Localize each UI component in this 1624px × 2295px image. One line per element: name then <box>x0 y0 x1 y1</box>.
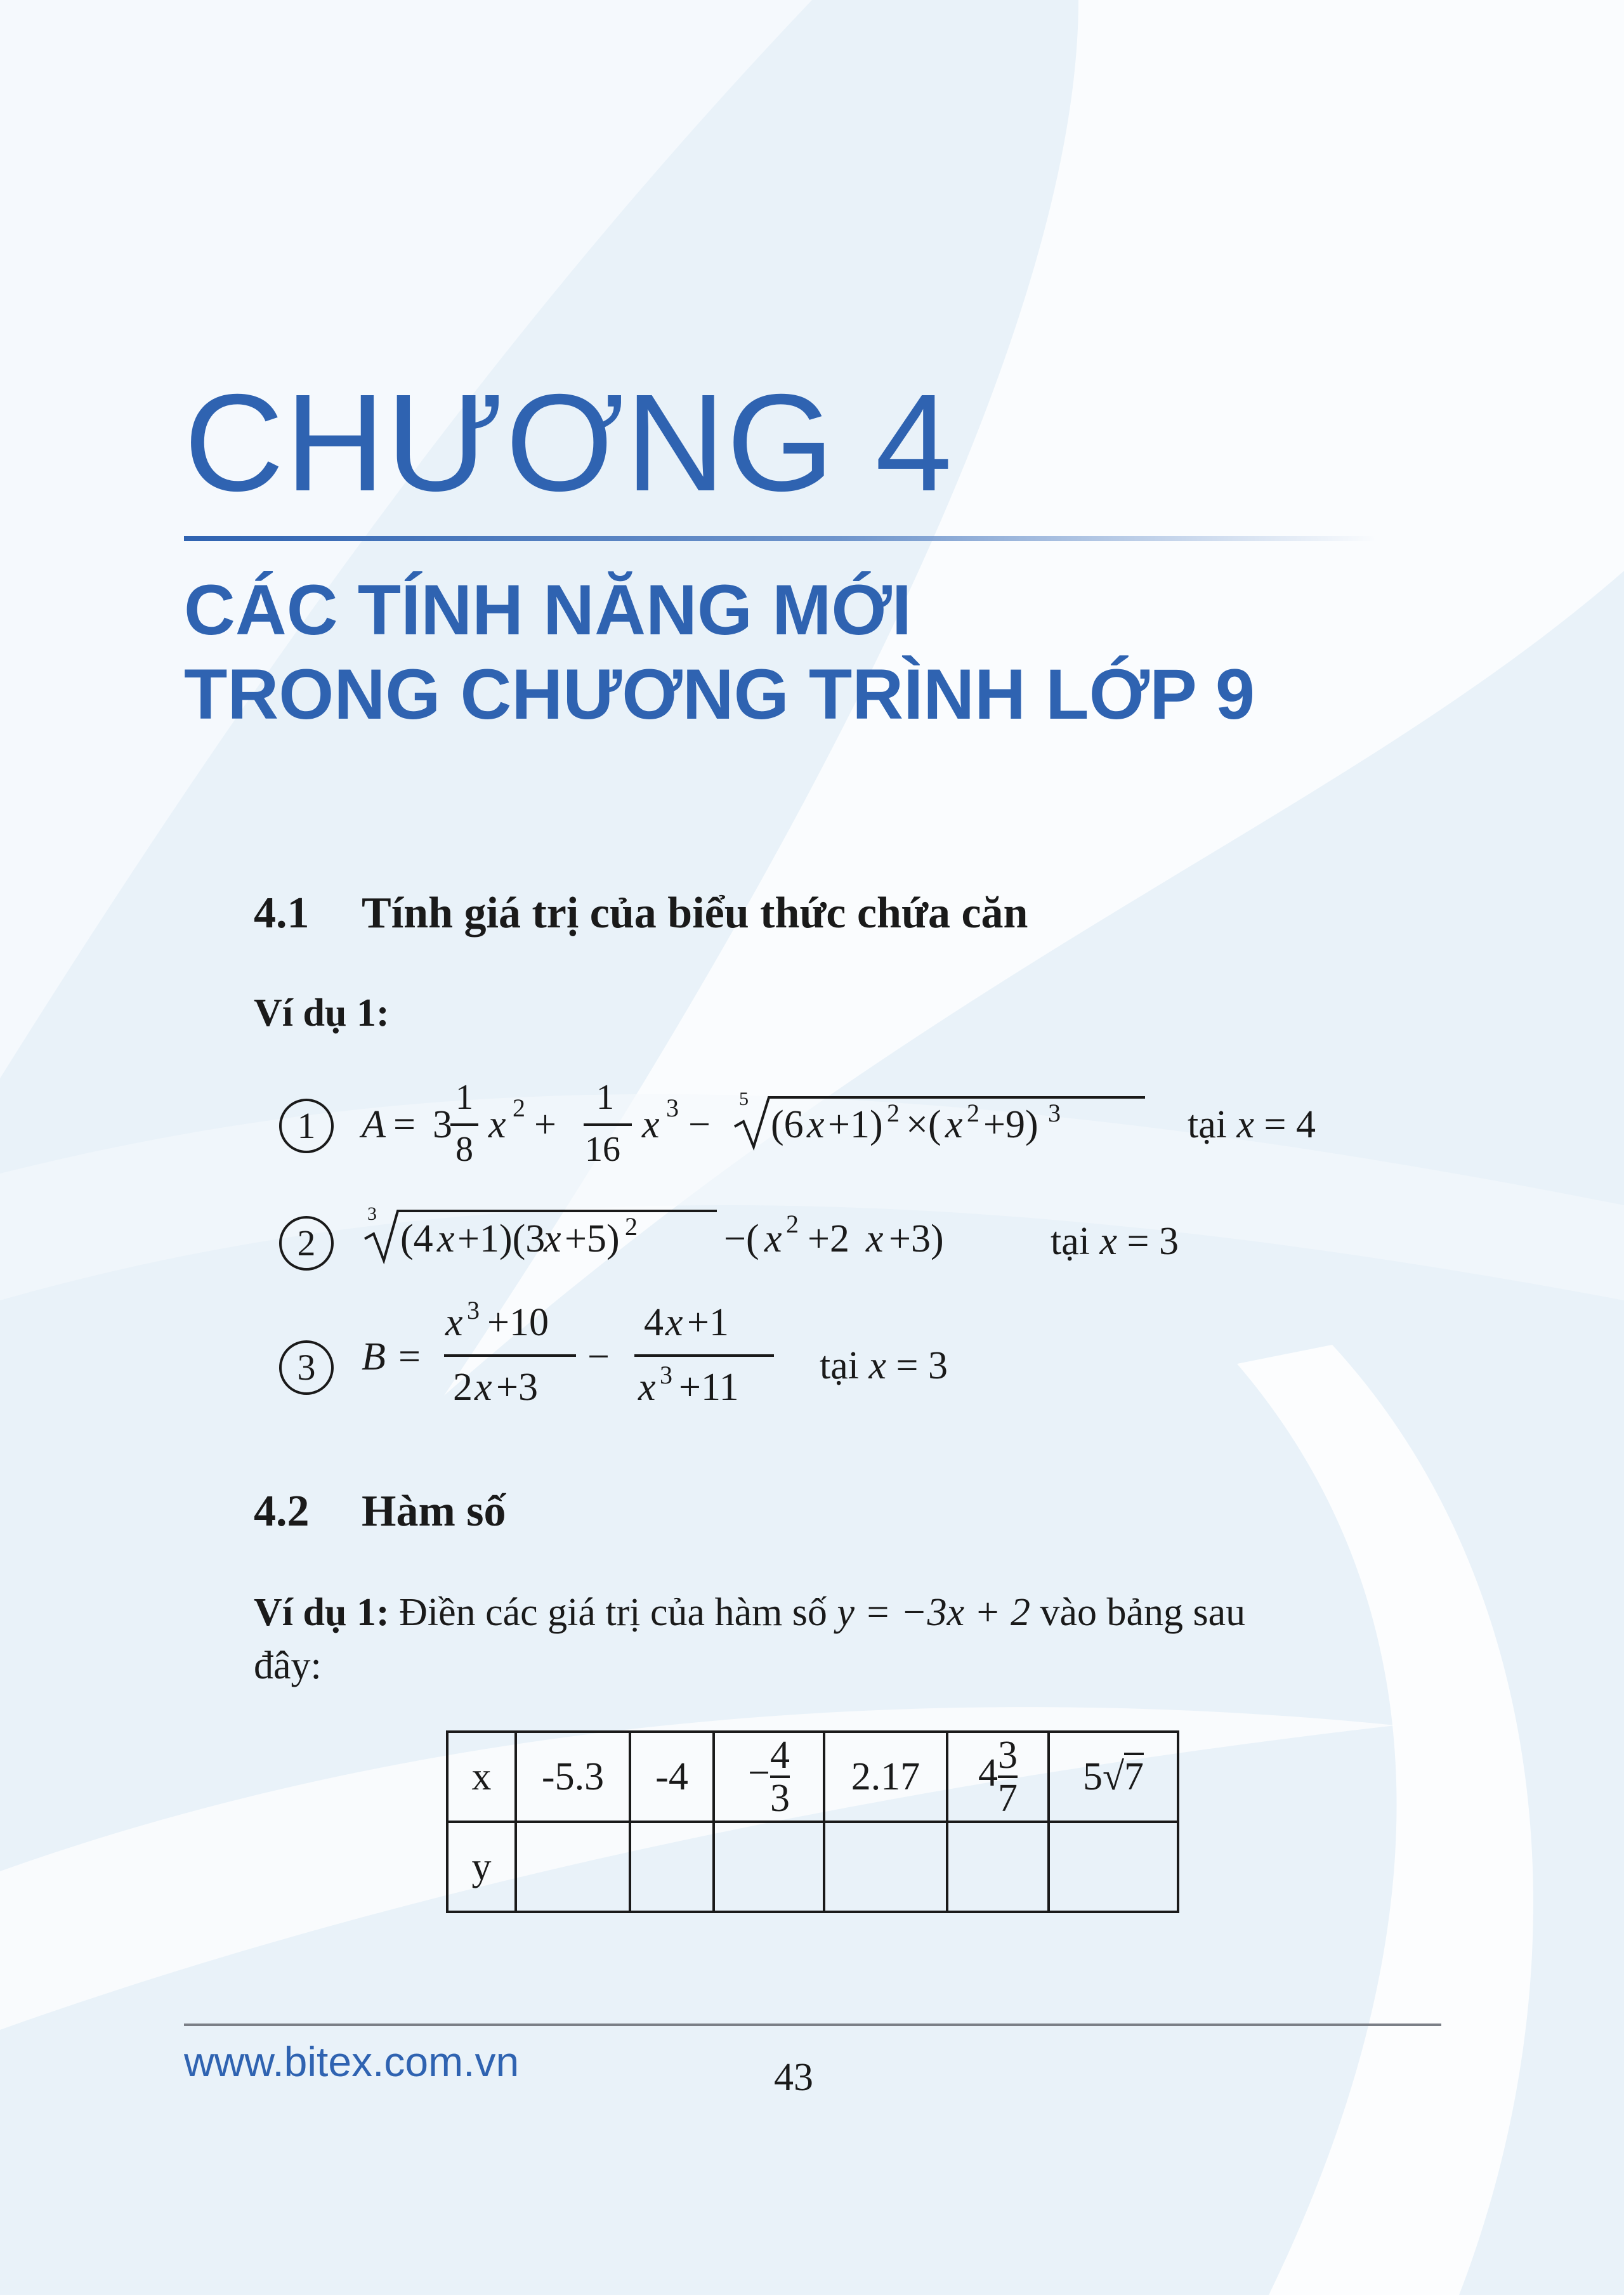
svg-text:5: 5 <box>739 1089 749 1109</box>
values-table <box>446 1730 1179 1913</box>
svg-text:(4: (4 <box>400 1217 433 1260</box>
svg-text:+: + <box>534 1103 556 1146</box>
radicand: 7 <box>1124 1753 1144 1798</box>
svg-text:x: x <box>475 1366 492 1409</box>
svg-text:3: 3 <box>367 1203 377 1224</box>
svg-text:2: 2 <box>967 1099 979 1127</box>
example-tail: vào bảng sau <box>1040 1591 1246 1634</box>
svg-text:A: A <box>362 1103 386 1146</box>
example-label: Ví dụ 1: <box>254 991 390 1035</box>
row-label-y: y <box>447 1822 516 1912</box>
section-title: Hàm số <box>362 1487 506 1536</box>
svg-text:=: = <box>393 1103 416 1146</box>
expression-3 <box>355 1297 812 1424</box>
fraction-denominator: 7 <box>998 1777 1018 1820</box>
svg-text:x: x <box>638 1366 656 1409</box>
svg-text:+3): +3) <box>889 1217 944 1260</box>
item-2-condition <box>1051 1219 1179 1264</box>
svg-text:1: 1 <box>455 1078 473 1117</box>
svg-text:x: x <box>764 1217 782 1260</box>
svg-text:−(: −( <box>724 1217 759 1260</box>
svg-text:=: = <box>398 1335 421 1378</box>
minus-sign: − <box>748 1751 770 1795</box>
svg-text:3: 3 <box>433 1103 452 1146</box>
svg-text:+1)(3: +1)(3 <box>457 1217 546 1260</box>
example-label: Ví dụ 1: <box>254 1591 390 1634</box>
radical-coefficient: 5 <box>1082 1755 1103 1798</box>
svg-text:x: x <box>642 1103 660 1146</box>
table-row-y <box>447 1822 1178 1912</box>
x-value-cell: 2.17 <box>824 1732 947 1822</box>
condition-var: x <box>1099 1220 1118 1263</box>
svg-text:x: x <box>945 1103 963 1146</box>
svg-text:+9): +9) <box>983 1103 1038 1146</box>
svg-text:3: 3 <box>660 1361 672 1389</box>
svg-text:+3: +3 <box>496 1366 538 1409</box>
row-label-x: x <box>447 1732 516 1822</box>
svg-text:3: 3 <box>666 1094 679 1122</box>
item-1-condition <box>1188 1102 1316 1148</box>
svg-text:2: 2 <box>786 1210 799 1238</box>
fraction-numerator: 4 <box>769 1734 790 1777</box>
svg-text:+1: +1 <box>687 1301 729 1344</box>
y-value-cell <box>714 1822 824 1912</box>
radical-sign: √ <box>1102 1755 1125 1798</box>
svg-text:2: 2 <box>887 1099 900 1127</box>
svg-text:+10: +10 <box>487 1301 549 1344</box>
function-expression: y = −3x + 2 <box>837 1591 1030 1634</box>
y-value-cell <box>1049 1822 1178 1912</box>
svg-text:x: x <box>866 1217 884 1260</box>
chapter-divider <box>184 536 1377 541</box>
section-heading-4-2 <box>254 1486 506 1537</box>
svg-text:x: x <box>544 1217 561 1260</box>
svg-text:2: 2 <box>513 1094 525 1122</box>
svg-text:x: x <box>665 1301 683 1344</box>
svg-text:−: − <box>587 1335 610 1378</box>
svg-text:+2: +2 <box>808 1217 849 1260</box>
condition-value: = 3 <box>1127 1220 1179 1263</box>
svg-text:−: − <box>688 1103 710 1146</box>
page-number: 43 <box>774 2056 813 2099</box>
item-marker-1: 1 <box>279 1099 334 1153</box>
example-text: Điền các giá trị của hàm số <box>399 1591 827 1634</box>
section-title: Tính giá trị của biểu thức chứa căn <box>362 889 1028 938</box>
footer-url: www.bitex.com.vn <box>184 2038 520 2085</box>
svg-text:x: x <box>807 1103 825 1146</box>
svg-text:+5): +5) <box>565 1217 620 1260</box>
svg-text:B: B <box>362 1335 386 1378</box>
table-row-x <box>447 1732 1178 1822</box>
svg-text:x: x <box>437 1217 455 1260</box>
x-value-cell <box>947 1732 1049 1822</box>
svg-text:8: 8 <box>455 1130 473 1169</box>
x-value-cell <box>714 1732 824 1822</box>
svg-text:x: x <box>488 1103 506 1146</box>
y-value-cell <box>824 1822 947 1912</box>
example-paragraph <box>254 1586 1389 1692</box>
expression-2 <box>365 1202 1063 1278</box>
at-text: tại <box>1051 1220 1090 1263</box>
svg-text:2: 2 <box>625 1212 638 1241</box>
section-heading-4-1 <box>254 888 1028 939</box>
condition-value: = 4 <box>1264 1103 1316 1146</box>
y-value-cell <box>516 1822 630 1912</box>
mixed-whole: 4 <box>978 1751 998 1795</box>
svg-text:1: 1 <box>596 1078 614 1117</box>
at-text: tại <box>820 1344 859 1387</box>
chapter-title: CHƯƠNG 4 <box>184 366 953 520</box>
svg-text:3: 3 <box>1048 1099 1061 1127</box>
section-number: 4.1 <box>254 889 310 938</box>
fraction-denominator: 3 <box>769 1777 790 1820</box>
condition-var: x <box>868 1344 887 1387</box>
item-3-condition <box>820 1344 948 1389</box>
item-marker-3: 3 <box>279 1340 334 1395</box>
svg-text:3: 3 <box>467 1296 480 1324</box>
fraction <box>770 1735 790 1819</box>
svg-text:x: x <box>445 1301 463 1344</box>
y-value-cell <box>630 1822 714 1912</box>
svg-text:×(: ×( <box>906 1103 941 1146</box>
chapter-subtitle-line1: CÁC TÍNH NĂNG MỚI <box>184 570 912 650</box>
x-value-cell: -4 <box>630 1732 714 1822</box>
chapter-subtitle <box>184 568 1516 736</box>
svg-text:4: 4 <box>644 1301 664 1344</box>
footer-divider <box>184 2024 1441 2026</box>
svg-text:+1): +1) <box>828 1103 883 1146</box>
svg-text:+11: +11 <box>679 1366 739 1409</box>
at-text: tại <box>1188 1103 1227 1146</box>
section-number: 4.2 <box>254 1487 310 1536</box>
svg-text:2: 2 <box>453 1366 473 1409</box>
svg-text:16: 16 <box>585 1130 620 1169</box>
condition-value: = 3 <box>896 1344 948 1387</box>
fraction-numerator: 3 <box>998 1734 1018 1777</box>
svg-text:(6: (6 <box>771 1103 804 1146</box>
chapter-subtitle-line2: TRONG CHƯƠNG TRÌNH LỚP 9 <box>184 655 1255 734</box>
x-value-cell <box>1049 1732 1178 1822</box>
example-tail2: đây: <box>254 1644 322 1687</box>
y-value-cell <box>947 1822 1049 1912</box>
item-marker-2: 2 <box>279 1216 334 1271</box>
condition-var: x <box>1236 1103 1255 1146</box>
x-value-cell: -5.3 <box>516 1732 630 1822</box>
fraction <box>998 1735 1018 1819</box>
